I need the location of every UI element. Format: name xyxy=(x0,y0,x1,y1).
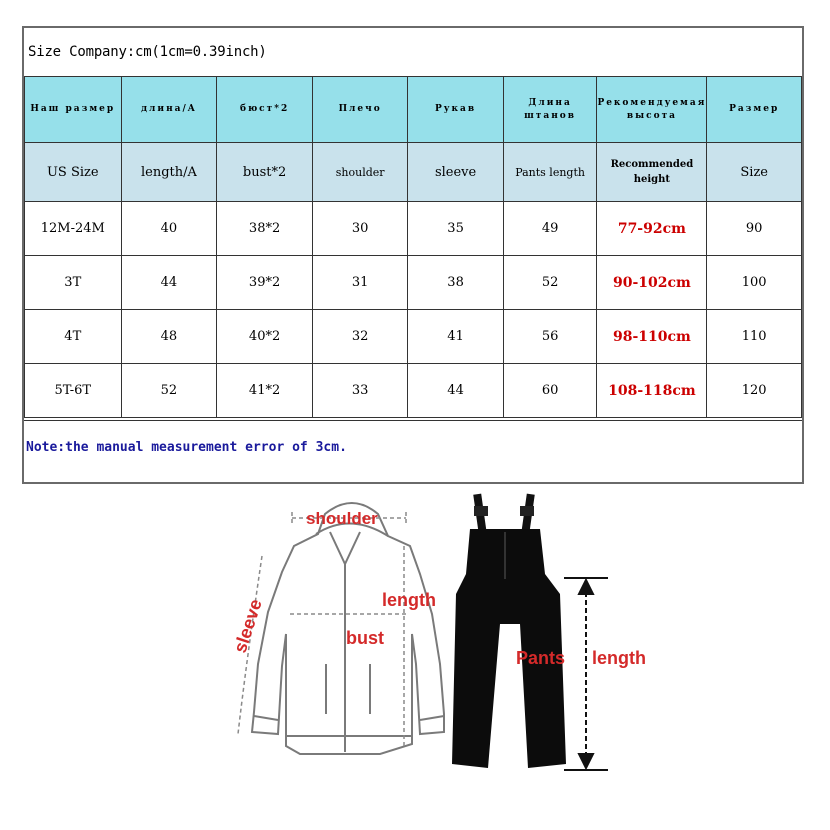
table-cell: 44 xyxy=(408,364,503,418)
header-cell: Наш размер xyxy=(25,77,122,143)
jacket-length-label: length xyxy=(382,590,436,610)
pants-length-arrow xyxy=(564,578,608,770)
table-cell: 110 xyxy=(707,310,802,364)
table-cell: 35 xyxy=(408,202,503,256)
table-cell: 90-102cm xyxy=(597,256,707,310)
table-cell: 77-92cm xyxy=(597,202,707,256)
header-cell: Pants length xyxy=(503,143,597,202)
table-cell: 108-118cm xyxy=(597,364,707,418)
header-cell: бюст*2 xyxy=(217,77,313,143)
header-row-english xyxy=(25,143,802,202)
table-cell: 48 xyxy=(121,310,217,364)
table-cell: 38*2 xyxy=(217,202,313,256)
header-cell: US Size xyxy=(25,143,122,202)
measurement-diagram xyxy=(0,484,830,830)
header-cell: Size xyxy=(707,143,802,202)
shoulder-label: shoulder xyxy=(306,509,378,528)
header-cell: длина/A xyxy=(121,77,217,143)
table-row xyxy=(25,256,802,310)
header-cell: Плечо xyxy=(312,77,408,143)
table-cell: 98-110cm xyxy=(597,310,707,364)
header-cell: Длина штанов xyxy=(503,77,597,143)
table-row xyxy=(25,310,802,364)
table-cell: 32 xyxy=(312,310,408,364)
pants-drawing xyxy=(452,494,566,768)
table-cell: 38 xyxy=(408,256,503,310)
table-cell: 12M-24M xyxy=(25,202,122,256)
header-cell: Размер xyxy=(707,77,802,143)
header-cell: sleeve xyxy=(408,143,503,202)
table-cell: 41*2 xyxy=(217,364,313,418)
table-cell: 56 xyxy=(503,310,597,364)
header-cell: bust*2 xyxy=(217,143,313,202)
table-cell: 90 xyxy=(707,202,802,256)
table-cell: 49 xyxy=(503,202,597,256)
table-cell: 33 xyxy=(312,364,408,418)
note-row xyxy=(24,420,802,485)
size-chart xyxy=(22,26,804,484)
header-cell: Рукав xyxy=(408,77,503,143)
table-row xyxy=(25,364,802,418)
table-cell: 120 xyxy=(707,364,802,418)
chart-title: Size Company:cm(1cm=0.39inch) xyxy=(28,44,267,60)
bust-label: bust xyxy=(346,628,384,648)
pants-label: Pants xyxy=(516,648,566,668)
header-cell: Рекомендуемая высота xyxy=(597,77,707,143)
table-cell: 52 xyxy=(121,364,217,418)
note-text: Note:the manual measurement error of 3cm. xyxy=(26,440,347,455)
header-cell: Recommended height xyxy=(597,143,707,202)
table-cell: 40*2 xyxy=(217,310,313,364)
table-cell: 31 xyxy=(312,256,408,310)
table-cell: 60 xyxy=(503,364,597,418)
table-cell: 100 xyxy=(707,256,802,310)
table-cell: 40 xyxy=(121,202,217,256)
table-cell: 3T xyxy=(25,256,122,310)
table-cell: 39*2 xyxy=(217,256,313,310)
table-cell: 4T xyxy=(25,310,122,364)
header-cell: length/A xyxy=(121,143,217,202)
table-row xyxy=(25,202,802,256)
table-cell: 44 xyxy=(121,256,217,310)
table-cell: 30 xyxy=(312,202,408,256)
pants-length-label: length xyxy=(592,648,646,668)
size-table xyxy=(24,76,802,418)
table-cell: 5T-6T xyxy=(25,364,122,418)
sleeve-label: sleeve xyxy=(229,596,266,656)
header-row-russian xyxy=(25,77,802,143)
header-cell: shoulder xyxy=(312,143,408,202)
table-cell: 52 xyxy=(503,256,597,310)
table-cell: 41 xyxy=(408,310,503,364)
